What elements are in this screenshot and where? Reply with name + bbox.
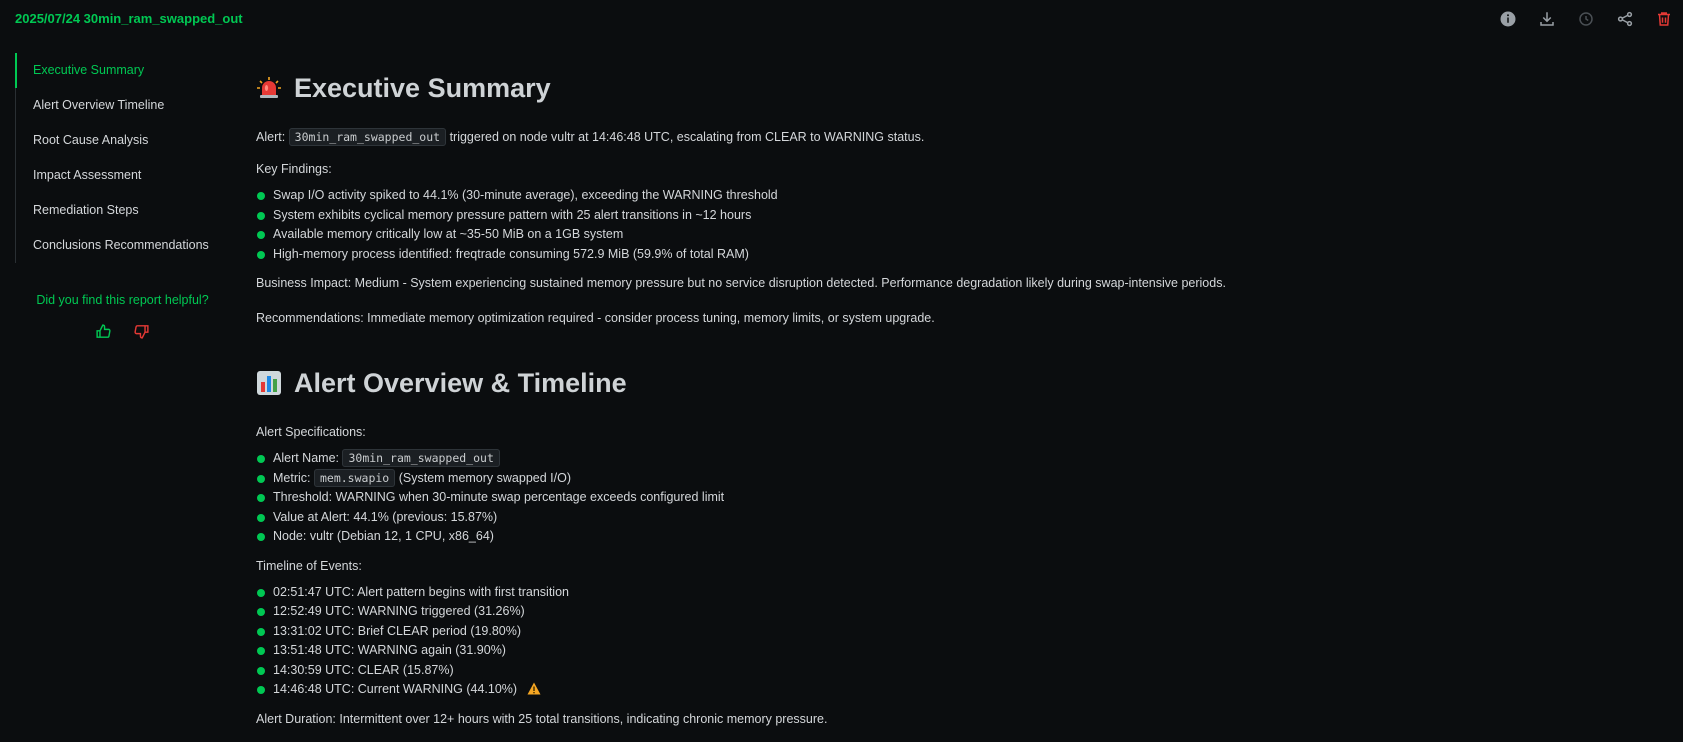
executive-summary-heading [256,68,1636,108]
alert-overview-heading [256,363,1636,403]
warning-icon [527,682,541,695]
thumbs-up-icon[interactable] [94,321,114,341]
download-icon[interactable] [1536,8,1558,30]
alert-description [256,128,1636,146]
list-item: System exhibits cyclical memory pressure pattern with 25 alert transitions in ~12 hours [256,206,1636,226]
toc-item-remediation-steps[interactable]: Remediation Steps [33,203,139,217]
list-item [256,449,1636,469]
list-item: 12:52:49 UTC: WARNING triggered (31.26%) [256,602,1636,622]
feedback-prompt: Did you find this report helpful? [36,293,209,307]
business-impact: Business Impact: Medium - System experiencing sustained memory pressure but no service disruption detected. Performance degradation likely during swap-intensive periods. [256,276,1226,290]
bar-chart-icon [256,370,282,396]
timeline-label: Timeline of Events: [256,558,362,573]
list-item [256,469,1636,489]
toolbar [1497,8,1675,30]
share-icon[interactable] [1614,8,1636,30]
alert-suffix: triggered on node vultr at 14:46:48 UTC, escalating from CLEAR to WARNING status. [449,130,925,144]
toc-item-root-cause-analysis[interactable]: Root Cause Analysis [33,133,149,147]
top-bar [0,0,1683,38]
metric-suffix: (System memory swapped I/O) [398,470,571,485]
info-icon[interactable] [1497,8,1519,30]
feedback-section [15,293,230,341]
toc-item-executive-summary[interactable]: Executive Summary [15,53,230,88]
list-item: Value at Alert: 44.1% (previous: 15.87%) [256,508,1636,528]
thumbs-down-icon[interactable] [132,321,152,341]
feedback-buttons [15,321,230,341]
list-item [256,680,1636,700]
list-item: Available memory critically low at ~35-50 MiB on a 1GB system [256,225,1636,245]
toc-item-alert-overview-timeline[interactable]: Alert Overview Timeline [33,98,165,112]
list-item: Node: vultr (Debian 12, 1 CPU, x86_64) [256,527,1636,547]
key-findings-label: Key Findings: [256,162,332,176]
timeline-list [256,583,1636,700]
list-item: 14:30:59 UTC: CLEAR (15.87%) [256,661,1636,681]
list-item: 02:51:47 UTC: Alert pattern begins with first transition [256,583,1636,603]
toc-item-conclusions-recommendations[interactable]: Conclusions Recommendations [33,238,209,252]
trash-icon[interactable] [1653,8,1675,30]
siren-icon [256,75,282,101]
alert-overview-title: Alert Overview & Timeline [294,367,627,398]
alert-name-prefix: Alert Name: [273,451,339,465]
alert-prefix: Alert: [256,130,286,144]
recommendations: Recommendations: Immediate memory optimization required - consider process tuning, memory limits, or system upgrade. [256,311,935,325]
metric-code: mem.swapio [314,469,395,487]
table-of-contents [15,53,230,263]
alert-specifications-list [256,449,1636,547]
report-title: 2025/07/24 30min_ram_swapped_out [15,11,243,26]
alert-name-code: 30min_ram_swapped_out [342,449,499,467]
key-findings-list [256,186,1636,264]
metric-prefix: Metric: [273,470,311,485]
executive-summary-section [256,68,1636,327]
alert-specifications-label: Alert Specifications: [256,425,366,439]
list-item: Threshold: WARNING when 30-minute swap percentage exceeds configured limit [256,488,1636,508]
executive-summary-title: Executive Summary [294,72,551,103]
history-icon[interactable] [1575,8,1597,30]
sidebar [15,53,230,341]
timeline-current: 14:46:48 UTC: Current WARNING (44.10%) [273,682,518,696]
alert-duration: Alert Duration: Intermittent over 12+ hours with 25 total transitions, indicating chronic memory pressure. [256,711,828,726]
alert-code: 30min_ram_swapped_out [289,128,446,146]
toc-item-impact-assessment[interactable]: Impact Assessment [33,168,142,182]
report-content [256,68,1636,742]
list-item: High-memory process identified: freqtrade consuming 572.9 MiB (59.9% of total RAM) [256,245,1636,265]
alert-overview-section [256,363,1636,728]
list-item: Swap I/O activity spiked to 44.1% (30-minute average), exceeding the WARNING threshold [256,186,1636,206]
list-item: 13:51:48 UTC: WARNING again (31.90%) [256,641,1636,661]
list-item: 13:31:02 UTC: Brief CLEAR period (19.80%) [256,622,1636,642]
